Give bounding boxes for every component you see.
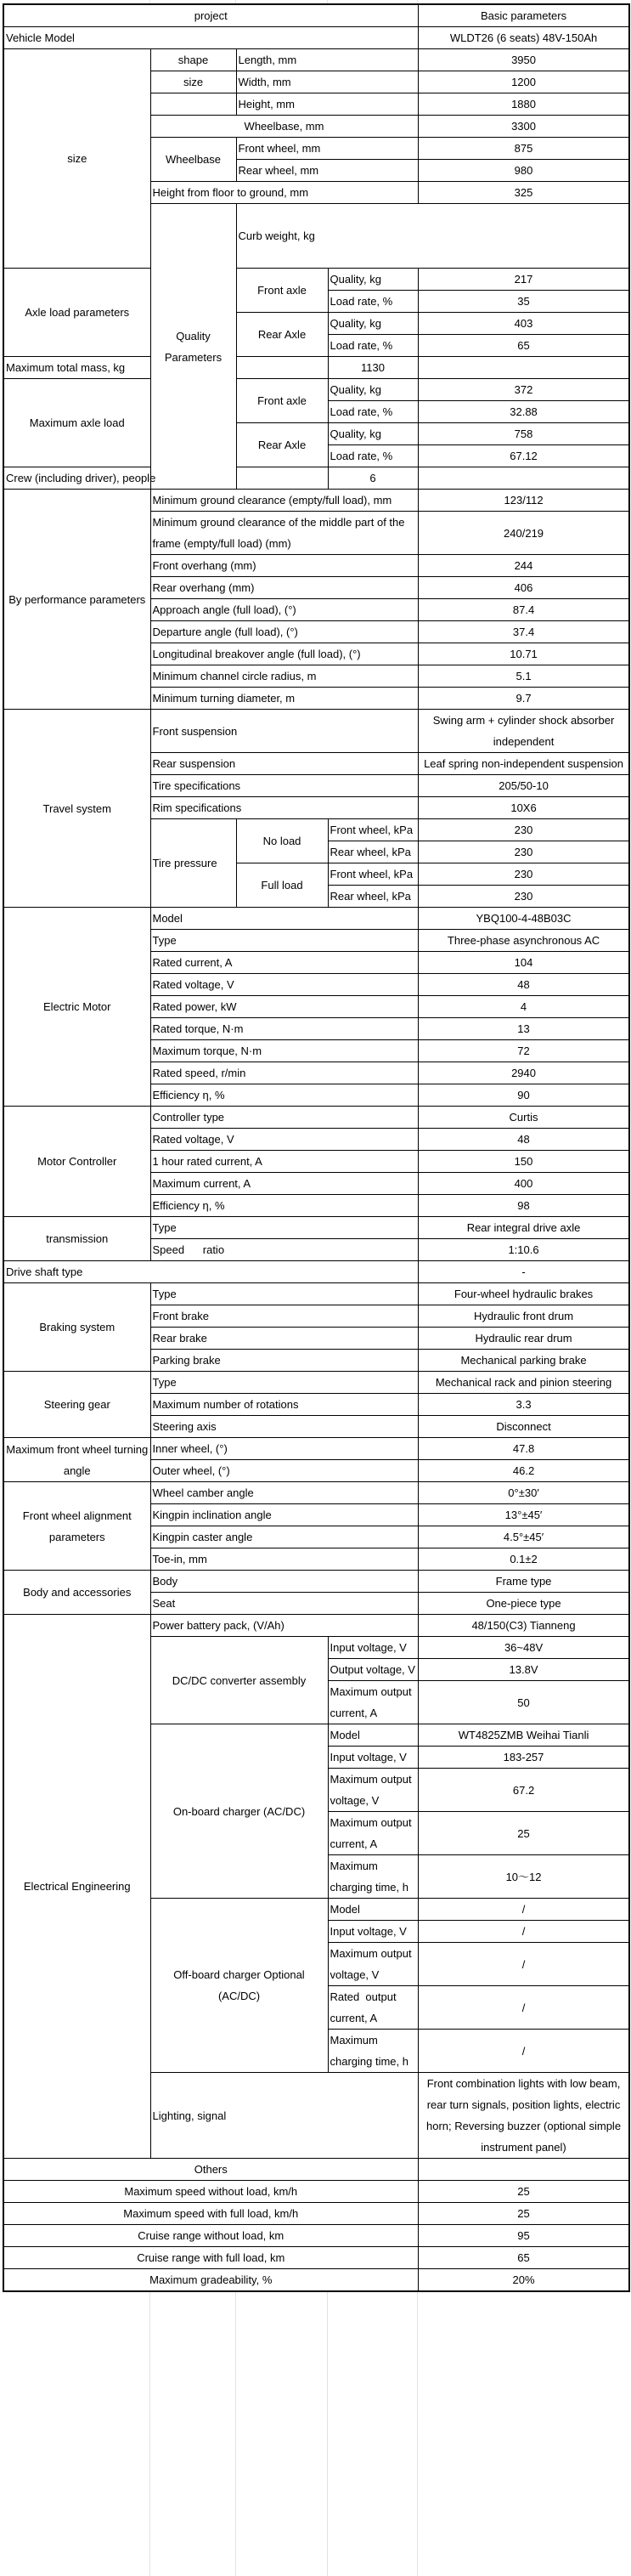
curb-weight-label[interactable]: Curb weight, kg	[236, 204, 629, 269]
wheelbase-value[interactable]: 3300	[418, 116, 629, 138]
perf-value[interactable]: 37.4	[418, 621, 629, 643]
header-basic-parameters[interactable]: Basic parameters	[418, 4, 629, 27]
perf-value[interactable]: 10.71	[418, 643, 629, 665]
braking-label[interactable]: Parking brake	[150, 1350, 418, 1372]
braking-value[interactable]: Mechanical parking brake	[418, 1350, 629, 1372]
front-wheel-kpa-label[interactable]: Front wheel, kPa	[328, 819, 418, 841]
transmission-label[interactable]: Type	[150, 1217, 418, 1239]
group-electrical[interactable]: Electrical Engineering	[3, 1615, 150, 2159]
rim-spec-value[interactable]: 10X6	[418, 797, 629, 819]
table-row	[3, 2181, 629, 2203]
front-wheel-kpa-label[interactable]: Front wheel, kPa	[328, 863, 418, 886]
braking-value[interactable]: Hydraulic rear drum	[418, 1328, 629, 1350]
dcdc-label[interactable]: DC/DC converter assembly	[150, 1637, 328, 1724]
front-wheel-value[interactable]: 875	[418, 138, 629, 160]
battery-label[interactable]: Power battery pack, (V/Ah)	[150, 1615, 418, 1637]
dcdc-param-label[interactable]: Input voltage, V	[328, 1637, 418, 1659]
rear-wheel-label[interactable]: Rear wheel, mm	[236, 160, 418, 182]
braking-label[interactable]: Rear brake	[150, 1328, 418, 1350]
alignment-label[interactable]: Wheel camber angle	[150, 1482, 418, 1504]
onboard-param-label[interactable]: Maximum output current, A	[328, 1812, 418, 1855]
full-load-front-value[interactable]: 230	[418, 863, 629, 886]
front-suspension-value[interactable]: Swing arm + cylinder shock absorber independent	[418, 710, 629, 753]
group-steering[interactable]: Steering gear	[3, 1372, 150, 1438]
front-axle-label[interactable]: Front axle	[236, 379, 328, 423]
others-row-value[interactable]: 65	[418, 2247, 629, 2269]
table-row	[3, 1438, 629, 1460]
body-value[interactable]: One-piece type	[418, 1593, 629, 1615]
offboard-charger-label[interactable]: Off-board charger Optional (AC/DC)	[150, 1899, 328, 2073]
table-row	[3, 27, 629, 49]
braking-value[interactable]: Four-wheel hydraulic brakes	[418, 1283, 629, 1305]
shape-label[interactable]: shape	[150, 49, 236, 71]
table-row	[3, 2225, 629, 2247]
offboard-param-label[interactable]: Maximum output voltage, V	[328, 1943, 418, 1986]
group-performance[interactable]: By performance parameters	[3, 490, 150, 710]
alignment-label[interactable]: Toe-in, mm	[150, 1548, 418, 1571]
lighting-label[interactable]: Lighting, signal	[150, 2073, 418, 2159]
motor-label[interactable]: Rated speed, r/min	[150, 1062, 418, 1084]
turning-label[interactable]: Outer wheel, (°)	[150, 1460, 418, 1482]
motor-label[interactable]: Model	[150, 908, 418, 930]
steering-label[interactable]: Maximum number of rotations	[150, 1394, 418, 1416]
load-rate-label[interactable]: Load rate, %	[328, 335, 418, 357]
turning-label[interactable]: Inner wheel, (°)	[150, 1438, 418, 1460]
alignment-value[interactable]: 13°±45′	[418, 1504, 629, 1526]
axle-load-label[interactable]: Axle load parameters	[3, 269, 150, 357]
max-front-quality[interactable]: 372	[418, 379, 629, 401]
perf-value[interactable]: 123/112	[418, 490, 629, 512]
load-rate-label[interactable]: Load rate, %	[328, 445, 418, 467]
motor-label[interactable]: Rated torque, N·m	[150, 1018, 418, 1040]
perf-label[interactable]: Rear overhang (mm)	[150, 577, 418, 599]
others-label[interactable]: Others	[3, 2159, 418, 2181]
offboard-param-value[interactable]: /	[418, 1899, 629, 1921]
onboard-param-value[interactable]: 67.2	[418, 1769, 629, 1812]
controller-value[interactable]: 98	[418, 1195, 629, 1217]
vehicle-spec-table	[3, 3, 630, 2292]
table-row	[3, 379, 629, 401]
perf-value[interactable]: 240/219	[418, 512, 629, 555]
max-total-mass-value[interactable]: 1130	[328, 357, 418, 379]
onboard-param-value[interactable]: 25	[418, 1812, 629, 1855]
table-row	[3, 467, 629, 490]
alignment-value[interactable]: 0°±30′	[418, 1482, 629, 1504]
floor-height-label[interactable]: Height from floor to ground, mm	[150, 182, 418, 204]
offboard-param-value[interactable]: /	[418, 2030, 629, 2073]
offboard-param-value[interactable]: /	[418, 1943, 629, 1986]
onboard-param-label[interactable]: Maximum charging time, h	[328, 1855, 418, 1899]
length-label[interactable]: Length, mm	[236, 49, 418, 71]
dcdc-param-label[interactable]: Maximum output current, A	[328, 1681, 418, 1724]
table-row	[3, 1615, 629, 1637]
motor-value[interactable]: 90	[418, 1084, 629, 1107]
motor-value[interactable]: 4	[418, 996, 629, 1018]
crew-value[interactable]: 6	[328, 467, 418, 490]
max-rear-quality[interactable]: 758	[418, 423, 629, 445]
onboard-param-value[interactable]: 10～12	[418, 1855, 629, 1899]
braking-label[interactable]: Type	[150, 1283, 418, 1305]
braking-value[interactable]: Hydraulic front drum	[418, 1305, 629, 1328]
transmission-value[interactable]: Rear integral drive axle	[418, 1217, 629, 1239]
dcdc-param-value[interactable]: 13.8V	[418, 1659, 629, 1681]
transmission-label[interactable]: Speed ratio	[150, 1239, 418, 1261]
perf-label[interactable]: Minimum channel circle radius, m	[150, 665, 418, 688]
others-row-label[interactable]: Cruise range with full load, km	[3, 2247, 418, 2269]
front-wheel-label[interactable]: Front wheel, mm	[236, 138, 418, 160]
onboard-param-label[interactable]: Maximum output voltage, V	[328, 1769, 418, 1812]
table-row	[3, 1217, 629, 1239]
perf-label[interactable]: Minimum ground clearance of the middle part of the frame (empty/full load) (mm)	[150, 512, 418, 555]
full-load-label[interactable]: Full load	[236, 863, 328, 908]
transmission-value[interactable]: 1:10.6	[418, 1239, 629, 1261]
motor-label[interactable]: Maximum torque, N·m	[150, 1040, 418, 1062]
body-label[interactable]: Seat	[150, 1593, 418, 1615]
no-load-front-value[interactable]: 230	[418, 819, 629, 841]
motor-value[interactable]: 2940	[418, 1062, 629, 1084]
width-label[interactable]: Width, mm	[236, 71, 418, 93]
alignment-value[interactable]: 0.1±2	[418, 1548, 629, 1571]
rear-suspension-label[interactable]: Rear suspension	[150, 753, 418, 775]
steering-label[interactable]: Steering axis	[150, 1416, 418, 1438]
group-travel[interactable]: Travel system	[3, 710, 150, 908]
table-row	[3, 1107, 629, 1129]
quality-label[interactable]: Quality, kg	[328, 313, 418, 335]
table-row	[3, 490, 629, 512]
table-row	[3, 1482, 629, 1504]
height-value[interactable]: 1880	[418, 93, 629, 116]
perf-label[interactable]: Departure angle (full load), (°)	[150, 621, 418, 643]
onboard-param-value[interactable]: WT4825ZMB Weihai Tianli	[418, 1724, 629, 1747]
header-project[interactable]: project	[3, 4, 418, 27]
table-row	[3, 49, 629, 71]
alignment-value[interactable]: 4.5°±45′	[418, 1526, 629, 1548]
rear-wheel-kpa-label[interactable]: Rear wheel, kPa	[328, 841, 418, 863]
table-row	[3, 710, 629, 753]
controller-value[interactable]: 48	[418, 1129, 629, 1151]
motor-value[interactable]: Three-phase asynchronous AC	[418, 930, 629, 952]
onboard-param-label[interactable]: Model	[328, 1724, 418, 1747]
group-size[interactable]: size	[3, 49, 150, 269]
motor-label[interactable]: Rated current, A	[150, 952, 418, 974]
axle-rear-quality[interactable]: 403	[418, 313, 629, 335]
wheelbase-label[interactable]: Wheelbase, mm	[150, 116, 418, 138]
alignment-label[interactable]: Kingpin inclination angle	[150, 1504, 418, 1526]
perf-label[interactable]: Minimum ground clearance (empty/full load), mm	[150, 490, 418, 512]
others-row-value[interactable]: 95	[418, 2225, 629, 2247]
dcdc-param-value[interactable]: 50	[418, 1681, 629, 1724]
floor-height-value[interactable]: 325	[418, 182, 629, 204]
rear-wheel-value[interactable]: 980	[418, 160, 629, 182]
others-row-value[interactable]: 25	[418, 2181, 629, 2203]
motor-label[interactable]: Rated power, kW	[150, 996, 418, 1018]
height-label[interactable]: Height, mm	[236, 93, 418, 116]
controller-value[interactable]: 400	[418, 1173, 629, 1195]
table-row	[3, 2159, 629, 2181]
controller-label[interactable]: Maximum current, A	[150, 1173, 418, 1195]
perf-value[interactable]: 9.7	[418, 688, 629, 710]
alignment-label[interactable]: Kingpin caster angle	[150, 1526, 418, 1548]
max-total-mass-label[interactable]: Maximum total mass, kg	[3, 357, 328, 379]
group-quality[interactable]: Quality Parameters	[150, 204, 236, 490]
quality-label[interactable]: Quality, kg	[328, 379, 418, 401]
steering-value[interactable]: Disconnect	[418, 1416, 629, 1438]
motor-label[interactable]: Efficiency η, %	[150, 1084, 418, 1107]
width-value[interactable]: 1200	[418, 71, 629, 93]
perf-label[interactable]: Minimum turning diameter, m	[150, 688, 418, 710]
table-row	[3, 1261, 629, 1283]
group-braking[interactable]: Braking system	[3, 1283, 150, 1372]
onboard-param-value[interactable]: 183-257	[418, 1747, 629, 1769]
offboard-param-value[interactable]: /	[418, 1921, 629, 1943]
others-row-value[interactable]: 25	[418, 2203, 629, 2225]
others-row-label[interactable]: Maximum speed with full load, km/h	[3, 2203, 418, 2225]
perf-value[interactable]: 244	[418, 555, 629, 577]
turning-value[interactable]: 47.8	[418, 1438, 629, 1460]
axle-rear-rate[interactable]: 65	[418, 335, 629, 357]
tire-spec-label[interactable]: Tire specifications	[150, 775, 418, 797]
perf-value[interactable]: 406	[418, 577, 629, 599]
full-load-rear-value[interactable]: 230	[418, 886, 629, 908]
group-turning-angle[interactable]: Maximum front wheel turning angle	[3, 1438, 150, 1482]
offboard-param-label[interactable]: Maximum charging time, h	[328, 2030, 418, 2073]
rim-spec-label[interactable]: Rim specifications	[150, 797, 418, 819]
dcdc-param-value[interactable]: 36~48V	[418, 1637, 629, 1659]
rear-wheel-kpa-label[interactable]: Rear wheel, kPa	[328, 886, 418, 908]
table-row	[3, 2269, 629, 2292]
front-axle-label[interactable]: Front axle	[236, 269, 328, 313]
controller-label[interactable]: Efficiency η, %	[150, 1195, 418, 1217]
header-row	[3, 4, 629, 27]
others-row-label[interactable]: Cruise range without load, km	[3, 2225, 418, 2247]
motor-value[interactable]: 104	[418, 952, 629, 974]
group-motor[interactable]: Electric Motor	[3, 908, 150, 1107]
table-row	[3, 357, 629, 379]
max-front-rate[interactable]: 32.88	[418, 401, 629, 423]
controller-label[interactable]: Controller type	[150, 1107, 418, 1129]
onboard-charger-label[interactable]: On-board charger (AC/DC)	[150, 1724, 328, 1899]
offboard-param-label[interactable]: Model	[328, 1899, 418, 1921]
others-row-label[interactable]: Maximum speed without load, km/h	[3, 2181, 418, 2203]
vehicle-model-value[interactable]: WLDT26 (6 seats) 48V-150Ah	[418, 27, 629, 49]
braking-label[interactable]: Front brake	[150, 1305, 418, 1328]
perf-value[interactable]: 87.4	[418, 599, 629, 621]
group-body[interactable]: Body and accessories	[3, 1571, 150, 1615]
motor-value[interactable]: 13	[418, 1018, 629, 1040]
body-value[interactable]: Frame type	[418, 1571, 629, 1593]
table-row	[3, 2247, 629, 2269]
table-row	[3, 269, 629, 291]
controller-value[interactable]: Curtis	[418, 1107, 629, 1129]
table-row	[3, 1372, 629, 1394]
axle-front-rate[interactable]: 35	[418, 291, 629, 313]
tire-pressure-label[interactable]: Tire pressure	[150, 819, 236, 908]
tire-spec-value[interactable]: 205/50-10	[418, 775, 629, 797]
rear-suspension-value[interactable]: Leaf spring non-independent suspension	[418, 753, 629, 775]
axle-front-quality[interactable]: 217	[418, 269, 629, 291]
offboard-param-value[interactable]: /	[418, 1986, 629, 2030]
body-label[interactable]: Body	[150, 1571, 418, 1593]
table-row	[3, 908, 629, 930]
group-controller[interactable]: Motor Controller	[3, 1107, 150, 1217]
quality-label[interactable]: Quality, kg	[328, 269, 418, 291]
controller-label[interactable]: 1 hour rated current, A	[150, 1151, 418, 1173]
others-value[interactable]	[418, 2159, 629, 2181]
offboard-param-label[interactable]: Rated output current, A	[328, 1986, 418, 2030]
controller-label[interactable]: Rated voltage, V	[150, 1129, 418, 1151]
motor-label[interactable]: Type	[150, 930, 418, 952]
rear-axle-label[interactable]: Rear Axle	[236, 423, 328, 467]
motor-label[interactable]: Rated voltage, V	[150, 974, 418, 996]
load-rate-label[interactable]: Load rate, %	[328, 291, 418, 313]
steering-value[interactable]: 3.3	[418, 1394, 629, 1416]
size-label[interactable]: size	[150, 71, 236, 93]
empty-cell[interactable]	[150, 93, 236, 116]
others-row-value[interactable]: 20%	[418, 2269, 629, 2292]
track-label[interactable]: Wheelbase	[150, 138, 236, 182]
rear-axle-label[interactable]: Rear Axle	[236, 313, 328, 357]
table-row	[3, 1283, 629, 1305]
drive-shaft-label[interactable]: Drive shaft type	[3, 1261, 418, 1283]
crew-label[interactable]: Crew (including driver), people	[3, 467, 328, 490]
lighting-value[interactable]: Front combination lights with low beam, rear turn signals, position lights, electric horn; Reversing buzzer (optional simple instrument panel)	[418, 2073, 629, 2159]
perf-label[interactable]: Longitudinal breakover angle (full load), (°)	[150, 643, 418, 665]
front-suspension-label[interactable]: Front suspension	[150, 710, 418, 753]
vehicle-model-label[interactable]: Vehicle Model	[3, 27, 418, 49]
perf-label[interactable]: Approach angle (full load), (°)	[150, 599, 418, 621]
max-axle-load-label[interactable]: Maximum axle load	[3, 379, 150, 467]
battery-value[interactable]: 48/150(C3) Tianneng	[418, 1615, 629, 1637]
onboard-param-label[interactable]: Input voltage, V	[328, 1747, 418, 1769]
no-load-label[interactable]: No load	[236, 819, 328, 863]
others-row-label[interactable]: Maximum gradeability, %	[3, 2269, 418, 2292]
offboard-param-label[interactable]: Input voltage, V	[328, 1921, 418, 1943]
steering-value[interactable]: Mechanical rack and pinion steering	[418, 1372, 629, 1394]
max-rear-rate[interactable]: 67.12	[418, 445, 629, 467]
dcdc-param-label[interactable]: Output voltage, V	[328, 1659, 418, 1681]
controller-value[interactable]: 150	[418, 1151, 629, 1173]
motor-value[interactable]: 72	[418, 1040, 629, 1062]
no-load-rear-value[interactable]: 230	[418, 841, 629, 863]
motor-value[interactable]: YBQ100-4-48B03C	[418, 908, 629, 930]
quality-label[interactable]: Quality, kg	[328, 423, 418, 445]
load-rate-label[interactable]: Load rate, %	[328, 401, 418, 423]
turning-value[interactable]: 46.2	[418, 1460, 629, 1482]
perf-label[interactable]: Front overhang (mm)	[150, 555, 418, 577]
table-row	[3, 2203, 629, 2225]
group-transmission[interactable]: transmission	[3, 1217, 150, 1261]
length-value[interactable]: 3950	[418, 49, 629, 71]
table-row	[3, 1571, 629, 1593]
steering-label[interactable]: Type	[150, 1372, 418, 1394]
group-alignment[interactable]: Front wheel alignment parameters	[3, 1482, 150, 1571]
motor-value[interactable]: 48	[418, 974, 629, 996]
drive-shaft-value[interactable]: -	[418, 1261, 629, 1283]
perf-value[interactable]: 5.1	[418, 665, 629, 688]
